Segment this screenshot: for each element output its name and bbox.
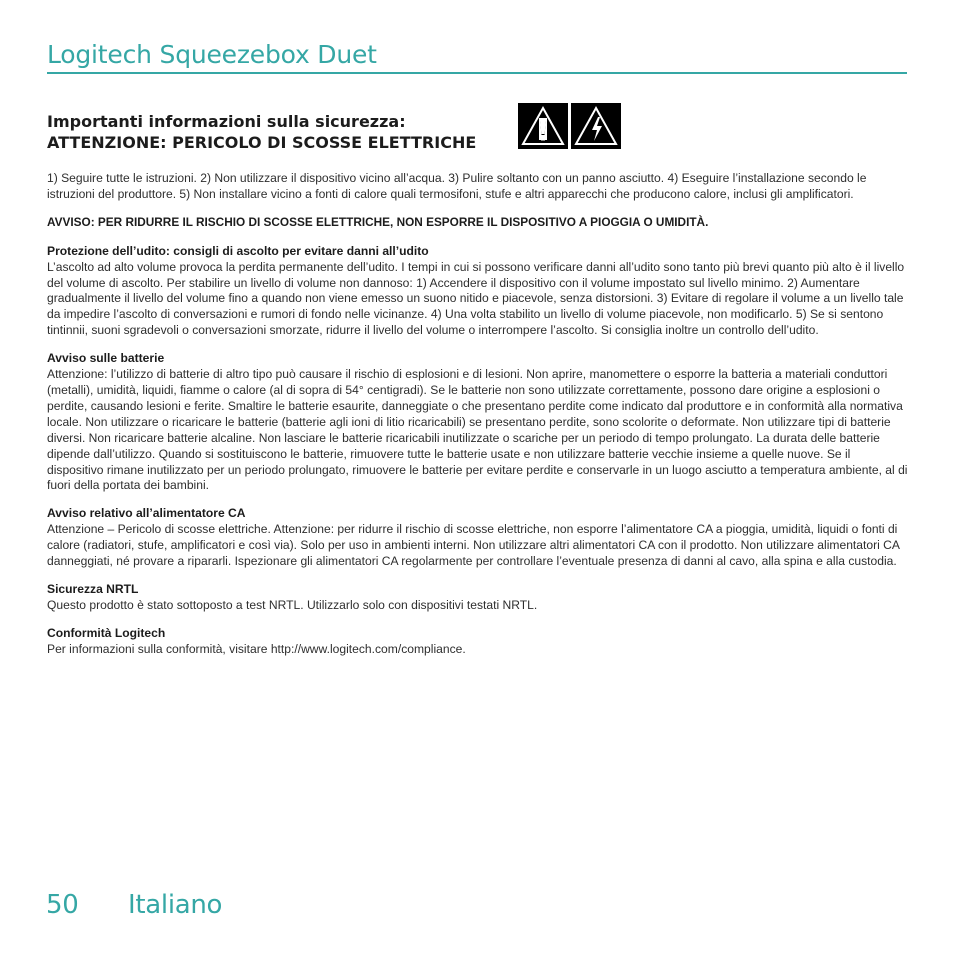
section-ac-adapter [47, 506, 909, 570]
safety-content [47, 171, 909, 670]
section-logitech-compliance [47, 626, 909, 658]
lightning-warning-icon [571, 103, 621, 149]
title-divider [47, 72, 907, 74]
warning-icons [518, 103, 621, 149]
exclamation-warning-icon [518, 103, 568, 149]
safety-heading-line2: ATTENZIONE: PERICOLO DI SCOSSE ELETTRICHE [47, 133, 477, 152]
document-title: Logitech Squeezebox Duet [47, 40, 377, 69]
safety-heading-line1: Importanti informazioni sulla sicurezza: [47, 112, 406, 131]
section-body: L’ascolto ad alto volume provoca la perdita permanente dell’udito. I tempi in cui si possono verificare danni all’udito sono tanto più brevi quanto più alto è il livello del volume di ascolto. Per stabilire un livello di volume non dannoso: 1) Accendere il dispositivo con il volume impostato sul livello minimo. 2) Aumentare gradualmente il livello del volume fino a quando non viene emesso un suono nitido e piacevole, senza distorsioni. 3) Evitare di regolare il volume a un livello tale da impedire l’ascolto di conversazioni e rumori di fondo nelle vicinanze. 4) Una volta stabilito un livello di volume piacevole, non modificarlo. 5) Se si sentono tintinnii, suoni sgradevoli o conversazioni smorzate, ridurre il livello del volume o interrompere l’ascolto. Si consiglia inoltre un controllo dell’udito. [47, 259, 905, 338]
section-title: Protezione dell’udito: consigli di ascolto per evitare danni all’udito [47, 243, 429, 258]
section-body: Questo prodotto è stato sottoposto a test NRTL. Utilizzarlo solo con dispositivi testati NRTL. [47, 597, 538, 612]
section-hearing-protection [47, 244, 909, 339]
section-nrtl-safety [47, 582, 909, 614]
section-title: Avviso sulle batterie [47, 351, 165, 366]
language-label: Italiano [128, 890, 223, 920]
safety-heading [47, 111, 507, 153]
page-footer [46, 890, 222, 920]
section-title: Sicurezza NRTL [47, 581, 139, 596]
page-number: 50 [46, 890, 79, 920]
section-body: Per informazioni sulla conformità, visitare http://www.logitech.com/compliance. [47, 641, 466, 656]
electric-shock-warning: AVVISO: PER RIDURRE IL RISCHIO DI SCOSSE ELETTRICHE, NON ESPORRE IL DISPOSITIVO A PIOGGIA O UMIDITÀ. [47, 214, 709, 229]
section-body: Attenzione: l’utilizzo di batterie di altro tipo può causare il rischio di esplosioni e di lesioni. Non aprire, manomettere o esporre la batteria a materiali conduttori (metalli), umidità, liquidi, fiamme o calore (al di sopra di 54° centigradi). Se le batterie non sono utilizzate correttamente, possono dare origine a esplosioni o perdite, causando lesioni e ferite. Smaltire le batterie esaurite, danneggiate o che presentano perdite come indicato dal produttore e in conformità alla normativa locale. Non utilizzare o ricaricare le batterie (batterie agli ioni di litio ricaricabili) se presentano perdite, sono scolorite o deformate. Non utilizzare tipi di batterie diversi. Non ricaricare batterie alcaline. Non lasciare le batterie ricaricabili inutilizzate o scariche per un periodo di tempo prolungato. La durata delle batterie dipende dall’utilizzo. Quando si sostituiscono le batterie, rimuovere tutte le batterie usate e non utilizzare batterie vecchie insieme a quelle nuove. Se il dispositivo rimane inutilizzato per un periodo prolungato, rimuovere le batterie per evitare perdite e conservarle in un luogo asciutto a temperatura ambiente, al di fuori della portata dei bambini. [47, 367, 908, 493]
section-body: Attenzione – Pericolo di scosse elettriche. Attenzione: per ridurre il rischio di scosse elettriche, non esporre l’alimentatore CA a pioggia, umidità, liquidi o fonti di calore (radiatori, stufe, amplificatori e così via). Solo per uso in ambienti interni. Non utilizzare altri alimentatori CA con il prodotto. Non utilizzare alimentatori CA danneggiati, né provare a ripararli. Ispezionare gli alimentatori CA regolarmente per controllare l’eventuale presenza di danni al cavo, alla spina e alla custodia. [47, 522, 900, 569]
section-title: Conformità Logitech [47, 625, 166, 640]
intro-paragraph: 1) Seguire tutte le istruzioni. 2) Non utilizzare il dispositivo vicino all’acqua. 3) Pulire soltanto con un panno asciutto. 4) Eseguire l’installazione secondo le istruzioni del produttore. 5) Non installare vicino a fonti di calore quali termosifoni, stufe e altri apparecchi che producono calore, inclusi gli amplificatori. [47, 171, 867, 201]
section-battery-warning [47, 351, 909, 494]
section-title: Avviso relativo all’alimentatore CA [47, 506, 246, 521]
